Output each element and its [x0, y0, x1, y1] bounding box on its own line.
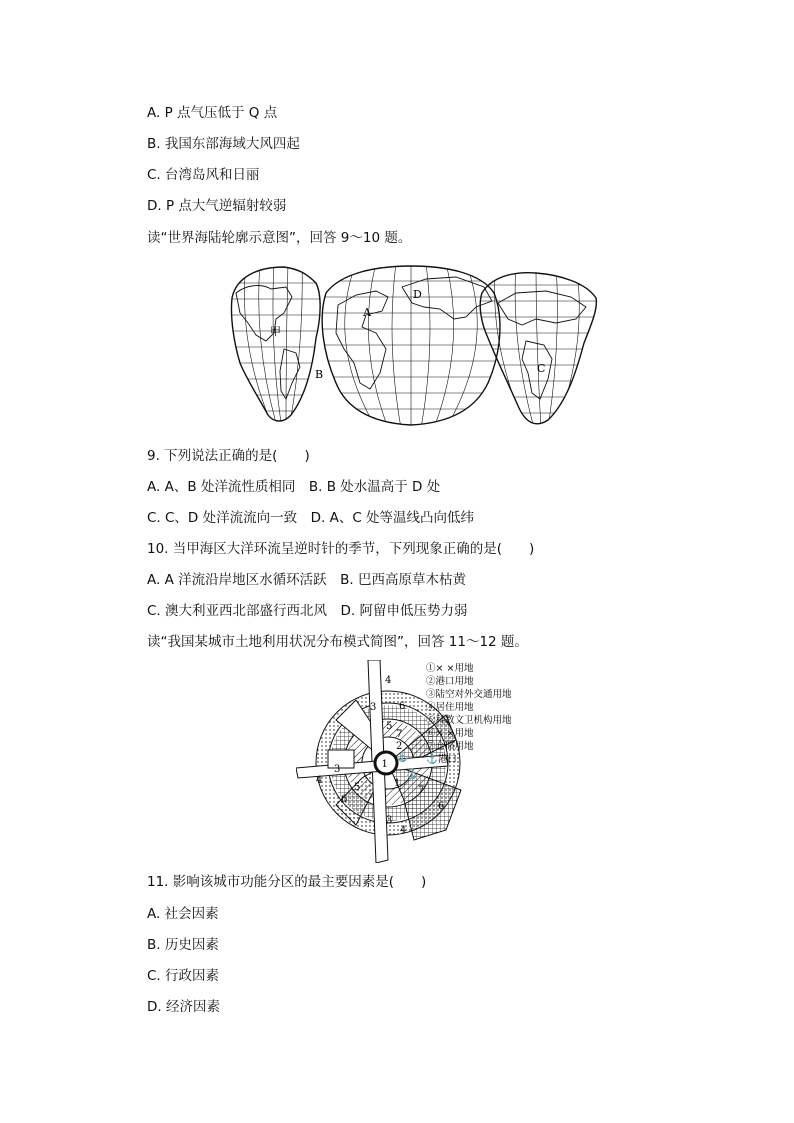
zone-label: 3 — [334, 764, 341, 775]
intro-9-10: 读“世界海陆轮廓示意图”，回答 9～10 题。 — [147, 230, 412, 246]
legend-item: ⚓港口 — [426, 754, 457, 765]
q11-option-b: B. 历史因素 — [147, 937, 219, 953]
world-map-lobe-west — [226, 263, 326, 423]
world-map-figure — [226, 263, 602, 428]
q9-stem: 9. 下列说法正确的是( ) — [147, 448, 310, 464]
zone-label: 5 — [354, 782, 361, 793]
zone-label: 5 — [386, 721, 393, 732]
q10-options-row1: A. A 洋流沿岸地区水循环活跃 B. 巴西高原草木枯黄 — [147, 572, 466, 588]
world-map-label-jia: 甲 — [270, 325, 281, 338]
q11-option-c: C. 行政因素 — [147, 968, 220, 984]
q11-option-a: A. 社会因素 — [147, 906, 219, 922]
zone-label: 3 — [386, 815, 393, 826]
world-map-label-c: C — [537, 362, 546, 375]
q8-option-c: C. 台湾岛风和日丽 — [147, 167, 260, 183]
zone-label: 2 — [396, 741, 403, 752]
zone-label: 3 — [370, 702, 377, 713]
q10-stem: 10. 当甲海区大洋环流呈逆时针的季节，下列现象正确的是( ) — [147, 541, 535, 557]
zone-label: 6 — [438, 801, 445, 812]
q8-option-b: B. 我国东部海域大风四起 — [147, 136, 300, 152]
q11-stem: 11. 影响该城市功能分区的最主要因素是( ) — [147, 874, 427, 890]
world-map-lobe-central — [316, 263, 506, 428]
q8-option-a: A. P 点气压低于 Q 点 — [147, 105, 278, 121]
legend-item: ③陆空对外交通用地 — [426, 689, 512, 700]
world-map-lobe-east — [476, 263, 602, 428]
zone-label: 4 — [385, 675, 392, 686]
zone-label: ⚓ — [396, 752, 409, 763]
zone-label: 1 — [394, 778, 401, 789]
zone-label: ⚓ — [406, 769, 419, 780]
zone-label: 4 — [400, 825, 407, 836]
zone-label: 4 — [316, 775, 323, 786]
zone-label: 6 — [399, 701, 406, 712]
zone-label: 6 — [341, 794, 348, 805]
world-map-label-a: A — [363, 306, 371, 319]
legend-item: ⑥× ×用地 — [426, 728, 474, 739]
q11-option-d: D. 经济因素 — [147, 999, 220, 1015]
city-land-use-figure — [296, 660, 526, 863]
q10-options-row2: C. 澳大利亚西北部盛行西北风 D. 阿留申低压势力弱 — [147, 603, 468, 619]
world-map-label-d: D — [413, 288, 422, 301]
intro-11-12: 读“我国某城市土地利用状况分布模式简图”，回答 11～12 题。 — [147, 634, 528, 650]
city-core — [375, 752, 397, 774]
legend-item: ④居住用地 — [426, 702, 474, 713]
zone-label: 7 — [396, 729, 403, 740]
world-map-label-b: B — [315, 368, 324, 381]
legend-item: ①× ×用地 — [426, 663, 474, 674]
q9-options-row2: C. C、D 处洋流流向一致 D. A、C 处等温线凸向低纬 — [147, 510, 475, 526]
legend-item: ⑦仓储用地 — [426, 741, 474, 752]
zone-1-core: 1 — [381, 759, 388, 770]
zone-label: 7 — [418, 785, 425, 796]
q8-option-d: D. P 点大气逆辐射较弱 — [147, 198, 287, 214]
q9-options-row1: A. A、B 处洋流性质相同 B. B 处水温高于 D 处 — [147, 479, 441, 495]
legend-item: ②港口用地 — [426, 676, 474, 687]
legend-item: ⑤科教文卫机构用地 — [426, 715, 512, 726]
